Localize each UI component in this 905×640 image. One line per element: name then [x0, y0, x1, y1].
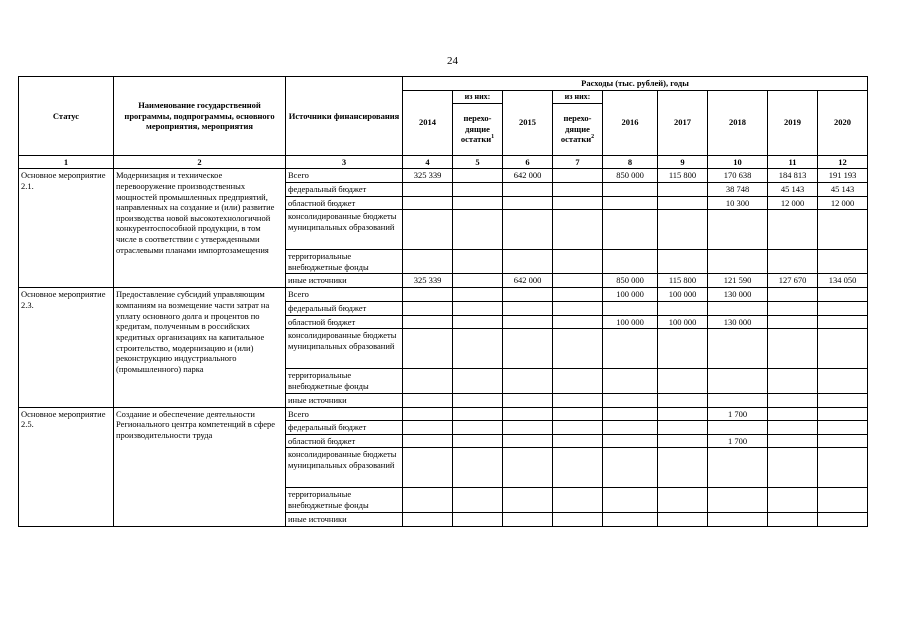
- row-value: [553, 182, 603, 196]
- row-value: [553, 434, 603, 448]
- header-2017: 2017: [658, 90, 708, 155]
- row-value: [658, 407, 708, 421]
- row-value: [403, 210, 453, 250]
- row-source: иные источники: [286, 274, 403, 288]
- header-name: Наименование государственной программы, подпрограммы, основного мероприятия, мероприятия: [114, 77, 286, 156]
- row-value: [453, 421, 503, 435]
- row-value: [768, 250, 818, 274]
- row-value: [453, 302, 503, 316]
- row-value: [553, 421, 603, 435]
- row-value: 134 050: [818, 274, 868, 288]
- row-value: [768, 512, 818, 526]
- row-value: [818, 250, 868, 274]
- row-value: [768, 421, 818, 435]
- row-value: [553, 250, 603, 274]
- row-value: [768, 448, 818, 488]
- row-value: [768, 288, 818, 302]
- row-source: областной бюджет: [286, 434, 403, 448]
- row-value: [503, 315, 553, 329]
- row-value: [768, 407, 818, 421]
- row-value: [768, 302, 818, 316]
- row-source: иные источники: [286, 393, 403, 407]
- row-value: 191 193: [818, 169, 868, 183]
- table-row: [19, 288, 868, 302]
- row-value: [403, 512, 453, 526]
- header-2014: 2014: [403, 90, 453, 155]
- row-value: 170 638: [708, 169, 768, 183]
- row-value: [818, 448, 868, 488]
- row-value: 12 000: [768, 196, 818, 210]
- row-value: [553, 169, 603, 183]
- row-value: [453, 274, 503, 288]
- column-numbers-row: 1 2 3 4 5 6 7 8 9 10 11 12: [19, 155, 868, 169]
- row-value: 100 000: [603, 288, 658, 302]
- row-value: [553, 196, 603, 210]
- row-value: [503, 393, 553, 407]
- row-activity-name: Создание и обеспечение деятельности Регионального центра компетенций в сфере производительности труда: [114, 407, 286, 526]
- row-value: [553, 315, 603, 329]
- row-value: [658, 210, 708, 250]
- row-value: [403, 302, 453, 316]
- row-value: [403, 250, 453, 274]
- row-value: [503, 512, 553, 526]
- row-source: территориальные внебюджетные фонды: [286, 250, 403, 274]
- row-value: [708, 488, 768, 512]
- row-value: [603, 196, 658, 210]
- row-value: [818, 407, 868, 421]
- row-value: [658, 302, 708, 316]
- row-value: [658, 421, 708, 435]
- row-source: областной бюджет: [286, 196, 403, 210]
- row-value: [818, 434, 868, 448]
- row-source: территориальные внебюджетные фонды: [286, 369, 403, 393]
- row-value: [503, 250, 553, 274]
- row-value: [403, 434, 453, 448]
- row-value: [708, 210, 768, 250]
- row-value: 45 143: [768, 182, 818, 196]
- row-source: консолидированные бюджеты муниципальных образований: [286, 329, 403, 369]
- row-value: [453, 434, 503, 448]
- row-value: [503, 448, 553, 488]
- page-number: 24: [447, 55, 458, 67]
- row-value: [453, 369, 503, 393]
- row-value: [453, 196, 503, 210]
- row-activity-name: Предоставление субсидий управляющим компаниям на возмещение части затрат на уплату основного долга и процентов по кредитам, полученным в российских кредитных организациях на капитальное строительство, модернизацию и (или) реконструкцию индустриального (промышленного) парка: [114, 288, 286, 407]
- row-value: [818, 393, 868, 407]
- row-source: федеральный бюджет: [286, 182, 403, 196]
- table-row: [19, 169, 868, 183]
- row-value: [553, 512, 603, 526]
- row-value: [403, 182, 453, 196]
- row-value: 100 000: [658, 315, 708, 329]
- row-value: [818, 302, 868, 316]
- row-value: [503, 196, 553, 210]
- row-value: [453, 329, 503, 369]
- row-value: [553, 488, 603, 512]
- row-value: 850 000: [603, 169, 658, 183]
- row-value: 184 813: [768, 169, 818, 183]
- row-value: [708, 421, 768, 435]
- row-value: 12 000: [818, 196, 868, 210]
- row-value: [453, 393, 503, 407]
- row-value: 1 700: [708, 434, 768, 448]
- budget-table: [18, 76, 868, 527]
- row-value: [708, 302, 768, 316]
- row-value: [658, 196, 708, 210]
- row-value: [768, 393, 818, 407]
- row-value: [708, 250, 768, 274]
- row-value: [603, 393, 658, 407]
- row-source: федеральный бюджет: [286, 421, 403, 435]
- header-expenses: Расходы (тыс. рублей), годы: [403, 77, 868, 91]
- row-value: [818, 210, 868, 250]
- row-value: [403, 448, 453, 488]
- row-value: [818, 488, 868, 512]
- row-value: [403, 315, 453, 329]
- row-value: [403, 488, 453, 512]
- row-value: [768, 329, 818, 369]
- header-2016: 2016: [603, 90, 658, 155]
- row-value: 121 590: [708, 274, 768, 288]
- row-value: 10 300: [708, 196, 768, 210]
- header-carryover-1: перехо-дящие остатки$^1$: [453, 103, 503, 155]
- row-value: [768, 315, 818, 329]
- row-activity-name: Модернизация и техническое перевооружение производственных мощностей промышленных предприятий, направленных на создание и (или) развитие производства новой высокотехнологичной конкурентоспособной продукции, в том числе в соответствии с утвержденными отраслевыми планами импортозамещения: [114, 169, 286, 288]
- row-source: Всего: [286, 169, 403, 183]
- row-value: [553, 210, 603, 250]
- row-value: [403, 407, 453, 421]
- row-value: [503, 421, 553, 435]
- row-value: [658, 369, 708, 393]
- row-value: [453, 182, 503, 196]
- row-value: [708, 448, 768, 488]
- row-value: [818, 315, 868, 329]
- row-value: [708, 512, 768, 526]
- row-value: 115 800: [658, 169, 708, 183]
- row-value: [708, 393, 768, 407]
- row-value: [453, 288, 503, 302]
- row-value: [503, 210, 553, 250]
- row-value: [658, 250, 708, 274]
- row-value: [453, 488, 503, 512]
- row-value: [708, 369, 768, 393]
- row-value: [818, 329, 868, 369]
- row-value: [553, 369, 603, 393]
- row-value: [403, 393, 453, 407]
- row-value: [503, 302, 553, 316]
- row-value: [603, 182, 658, 196]
- row-value: [503, 288, 553, 302]
- row-source: территориальные внебюджетные фонды: [286, 488, 403, 512]
- row-value: 642 000: [503, 169, 553, 183]
- row-value: 100 000: [658, 288, 708, 302]
- row-value: 325 339: [403, 169, 453, 183]
- row-value: [453, 512, 503, 526]
- row-value: 38 748: [708, 182, 768, 196]
- row-status: Основное мероприятие 2.1.: [19, 169, 114, 288]
- row-value: [503, 407, 553, 421]
- row-value: 642 000: [503, 274, 553, 288]
- row-value: [658, 448, 708, 488]
- row-value: 45 143: [818, 182, 868, 196]
- row-value: [403, 288, 453, 302]
- row-value: [453, 210, 503, 250]
- row-value: [603, 369, 658, 393]
- row-source: консолидированные бюджеты муниципальных образований: [286, 448, 403, 488]
- header-2015: 2015: [503, 90, 553, 155]
- row-value: [503, 369, 553, 393]
- header-sources: Источники финансирования: [286, 77, 403, 156]
- row-value: [603, 302, 658, 316]
- row-value: [553, 329, 603, 369]
- row-value: [818, 421, 868, 435]
- row-status: Основное мероприятие 2.3.: [19, 288, 114, 407]
- row-value: 325 339: [403, 274, 453, 288]
- row-value: [768, 369, 818, 393]
- row-value: [553, 274, 603, 288]
- row-value: [818, 369, 868, 393]
- row-value: [818, 512, 868, 526]
- row-value: [603, 407, 658, 421]
- row-value: [603, 512, 658, 526]
- row-value: [503, 329, 553, 369]
- row-value: [503, 182, 553, 196]
- row-value: [603, 434, 658, 448]
- row-value: [658, 434, 708, 448]
- row-value: [403, 369, 453, 393]
- row-value: [603, 210, 658, 250]
- row-value: [503, 488, 553, 512]
- row-value: 130 000: [708, 288, 768, 302]
- row-value: 115 800: [658, 274, 708, 288]
- header-of-which-2: из них:: [553, 90, 603, 103]
- row-value: [553, 448, 603, 488]
- row-value: [708, 329, 768, 369]
- row-value: [553, 288, 603, 302]
- row-value: [503, 434, 553, 448]
- row-value: [553, 407, 603, 421]
- row-value: [553, 302, 603, 316]
- row-value: [603, 488, 658, 512]
- header-2020: 2020: [818, 90, 868, 155]
- row-value: [403, 196, 453, 210]
- row-value: [453, 407, 503, 421]
- row-value: [768, 434, 818, 448]
- row-value: [453, 250, 503, 274]
- row-value: [403, 421, 453, 435]
- row-value: [768, 488, 818, 512]
- row-value: [658, 488, 708, 512]
- row-source: федеральный бюджет: [286, 302, 403, 316]
- row-value: [768, 210, 818, 250]
- row-value: [553, 393, 603, 407]
- row-value: [603, 329, 658, 369]
- row-source: Всего: [286, 407, 403, 421]
- row-value: [818, 288, 868, 302]
- row-source: областной бюджет: [286, 315, 403, 329]
- row-source: иные источники: [286, 512, 403, 526]
- row-value: 100 000: [603, 315, 658, 329]
- table-row: [19, 407, 868, 421]
- row-source: Всего: [286, 288, 403, 302]
- row-value: [603, 421, 658, 435]
- row-source: консолидированные бюджеты муниципальных образований: [286, 210, 403, 250]
- row-value: 127 670: [768, 274, 818, 288]
- row-value: [658, 329, 708, 369]
- row-value: [658, 182, 708, 196]
- row-value: [453, 169, 503, 183]
- row-value: [603, 448, 658, 488]
- row-value: [603, 250, 658, 274]
- header-carryover-2: перехо-дящие остатки$^2$: [553, 103, 603, 155]
- row-value: 130 000: [708, 315, 768, 329]
- header-of-which-1: из них:: [453, 90, 503, 103]
- row-value: [658, 512, 708, 526]
- row-value: [453, 448, 503, 488]
- row-value: [403, 329, 453, 369]
- header-2018: 2018: [708, 90, 768, 155]
- header-2019: 2019: [768, 90, 818, 155]
- row-value: 1 700: [708, 407, 768, 421]
- row-value: [658, 393, 708, 407]
- row-status: Основное мероприятие 2.5.: [19, 407, 114, 526]
- row-value: 850 000: [603, 274, 658, 288]
- header-status: Статус: [19, 77, 114, 156]
- row-value: [453, 315, 503, 329]
